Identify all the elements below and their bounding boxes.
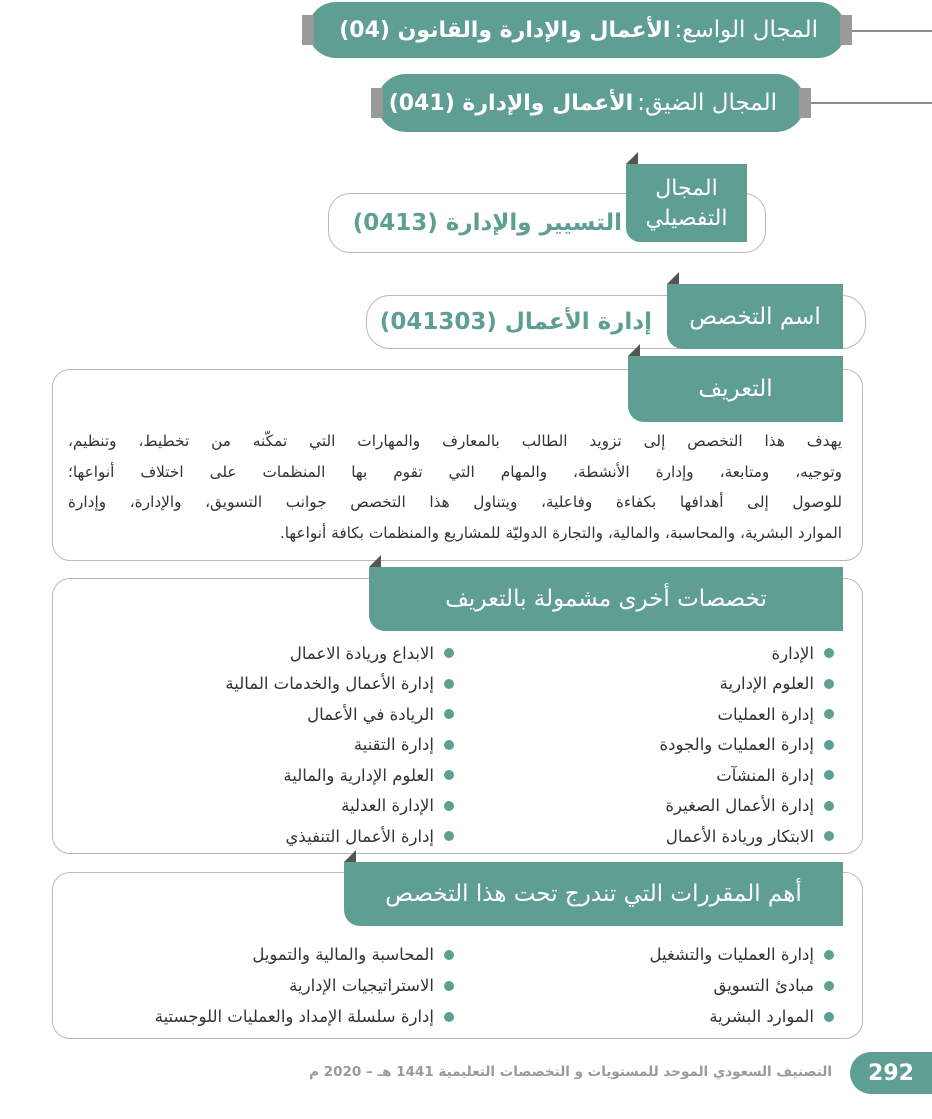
- other-specializations-tab: [369, 567, 843, 631]
- list-item: إدارة الأعمال الصغيرة: [660, 791, 834, 822]
- bullet-icon: [444, 770, 454, 780]
- definition-line: الموارد البشرية، والمحاسبة، والمالية، والتجارة الدوليّة للمشاريع والمنظمات بكافة أنواعها.: [279, 523, 842, 542]
- list-item: إدارة العمليات والجودة: [660, 730, 834, 761]
- definition-title: التعريف: [698, 376, 773, 402]
- bullet-icon: [824, 740, 834, 750]
- courses-left-list: [155, 939, 454, 1032]
- bullet-icon: [824, 648, 834, 658]
- pill-cap-left: [371, 88, 383, 118]
- bullet-icon: [824, 770, 834, 780]
- footer-text: التصنيف السعودي الموحد للمستويات و التخصصات التعليمية 1441 هـ – 2020 م: [309, 1064, 832, 1080]
- bullet-icon: [824, 831, 834, 841]
- tab-fold: [344, 850, 356, 862]
- detailed-field-tab: [626, 164, 747, 242]
- tab-fold: [628, 344, 640, 356]
- other-specializations-left-list: [225, 638, 454, 852]
- tab-fold: [667, 272, 679, 284]
- narrow-field-value: الأعمال والإدارة (041): [388, 90, 634, 116]
- list-item: الإدارة العدلية: [225, 791, 454, 822]
- bullet-icon: [444, 801, 454, 811]
- broad-field-label: المجال الواسع:: [674, 17, 818, 43]
- bullet-icon: [444, 981, 454, 991]
- courses-right-list: [650, 939, 834, 1032]
- list-item: المحاسبة والمالية والتمويل: [155, 939, 454, 970]
- bullet-icon: [444, 1012, 454, 1022]
- list-item: الابتكار وريادة الأعمال: [660, 821, 834, 852]
- specialization-label: اسم التخصص: [689, 303, 821, 330]
- detailed-field-label-line1: المجال: [655, 176, 718, 201]
- courses-tab: [344, 862, 843, 926]
- pill-cap-right: [799, 88, 811, 118]
- detailed-field-label-line2: التفصيلي: [645, 206, 728, 231]
- other-specializations-title: تخصصات أخرى مشمولة بالتعريف: [445, 586, 767, 612]
- list-item: العلوم الإدارية والمالية: [225, 760, 454, 791]
- bullet-icon: [444, 709, 454, 719]
- bullet-icon: [444, 679, 454, 689]
- bullet-icon: [824, 709, 834, 719]
- page-number: 292: [850, 1052, 932, 1094]
- bullet-icon: [824, 801, 834, 811]
- specialization-tab: [667, 284, 843, 349]
- tab-fold: [626, 152, 638, 164]
- narrow-connector-line: [805, 102, 932, 104]
- broad-field-pill: [308, 2, 846, 58]
- list-item: إدارة المنشآت: [660, 760, 834, 791]
- detailed-field-value: التسيير والإدارة (0413): [352, 210, 622, 236]
- list-item: إدارة سلسلة الإمداد والعمليات اللوجستية: [155, 1001, 454, 1032]
- list-item: الريادة في الأعمال: [225, 699, 454, 730]
- tab-fold: [369, 555, 381, 567]
- list-item: إدارة التقنية: [225, 730, 454, 761]
- bullet-icon: [444, 740, 454, 750]
- narrow-field-pill: [377, 74, 805, 132]
- list-item: إدارة العمليات: [660, 699, 834, 730]
- pill-cap-left: [302, 15, 314, 45]
- definition-line: وتوجيه، ومتابعة، وإدارة الأنشطة، والمهام التي تقوم بها المنظمات على اختلاف أنواعها؛: [68, 462, 842, 481]
- list-item: إدارة الأعمال والخدمات المالية: [225, 669, 454, 700]
- definition-line: يهدف هذا التخصص إلى تزويد الطالب بالمعارف والمهارات التي تمكّنه من تخطيط، وتنظيم،: [68, 432, 842, 450]
- list-item: إدارة الأعمال التنفيذي: [225, 821, 454, 852]
- list-item: الاستراتيجيات الإدارية: [155, 970, 454, 1001]
- bullet-icon: [824, 1012, 834, 1022]
- list-item: الابداع وريادة الاعمال: [225, 638, 454, 669]
- broad-field-value: الأعمال والإدارة والقانون (04): [339, 17, 671, 43]
- courses-title: أهم المقررات التي تندرج تحت هذا التخصص: [385, 881, 802, 907]
- definition-tab: [628, 356, 843, 422]
- list-item: الموارد البشرية: [650, 1001, 834, 1032]
- list-item: الإدارة: [660, 638, 834, 669]
- list-item: مبادئ التسويق: [650, 970, 834, 1001]
- narrow-field-label: المجال الضيق:: [637, 90, 777, 116]
- list-item: إدارة العمليات والتشغيل: [650, 939, 834, 970]
- bullet-icon: [824, 679, 834, 689]
- specialization-value: إدارة الأعمال (041303): [379, 309, 652, 335]
- list-item: العلوم الإدارية: [660, 669, 834, 700]
- pill-cap-right: [840, 15, 852, 45]
- broad-connector-line: [845, 30, 932, 32]
- definition-line: للوصول إلى أهدافها بكفاءة وفاعلية، ويتناول هذا التخصص جوانب التسويق، والإدارة، وإدارة: [68, 493, 842, 511]
- bullet-icon: [444, 648, 454, 658]
- bullet-icon: [824, 981, 834, 991]
- other-specializations-right-list: [660, 638, 834, 852]
- bullet-icon: [444, 950, 454, 960]
- bullet-icon: [824, 950, 834, 960]
- definition-text: [68, 426, 842, 548]
- bullet-icon: [444, 831, 454, 841]
